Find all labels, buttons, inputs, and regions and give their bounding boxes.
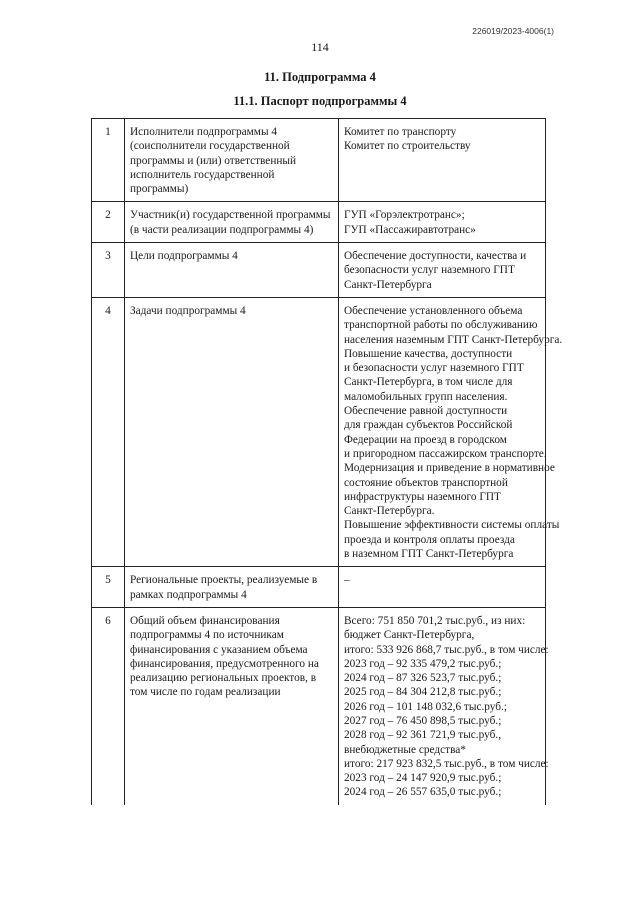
- row-value: [339, 243, 546, 298]
- value-line: итого: 533 926 868,7 тыс.руб., в том числе:: [344, 643, 549, 656]
- table-row: [92, 202, 546, 243]
- row-number: 2: [92, 202, 125, 243]
- value-line: 2026 год – 101 148 032,6 тыс.руб.;: [344, 700, 507, 713]
- value-line: Комитет по транспорту: [344, 126, 457, 138]
- row-number: 1: [92, 119, 125, 202]
- value-line: в наземном ГПТ Санкт-Петербурга: [344, 548, 514, 561]
- table-row: [92, 567, 546, 608]
- value-line: Обеспечение установленного объема: [344, 304, 523, 317]
- page-number: 114: [311, 40, 329, 54]
- row-number: 3: [92, 243, 125, 298]
- value-line: инфраструктуры наземного ГПТ: [344, 490, 501, 503]
- row-number: 6: [92, 607, 125, 804]
- value-line: ГУП «Горэлектротранс»;: [344, 209, 465, 222]
- section-title: 11. Подпрограмма 4: [264, 70, 376, 84]
- passport-table: [91, 118, 563, 805]
- row-number: 4: [92, 297, 125, 566]
- value-line: 2027 год – 76 450 898,5 тыс.руб.;: [344, 714, 502, 727]
- value-line: 2024 год – 87 326 523,7 тыс.руб.;: [344, 672, 502, 685]
- value-line: Санкт-Петербурга.: [344, 505, 435, 518]
- value-line: Повышение эффективности системы оплаты: [344, 519, 560, 532]
- value-line: 2023 год – 24 147 920,9 тыс.руб.;: [344, 772, 502, 785]
- value-line: 2028 год – 92 361 721,9 тыс.руб.,: [344, 729, 502, 742]
- value-line: состояние объектов транспортной: [344, 476, 508, 489]
- value-line: 2023 год – 92 335 479,2 тыс.руб.;: [344, 657, 502, 670]
- row-label: Цели подпрограммы 4: [125, 243, 339, 298]
- value-line: ГУП «Пассажиравтотранс»: [344, 223, 476, 236]
- row-value: [339, 567, 546, 608]
- value-line: проезда и контроля оплаты проезда: [344, 533, 515, 546]
- value-line: и безопасности услуг наземного ГПТ: [344, 362, 524, 375]
- value-line: безопасности услуг наземного ГПТ: [344, 264, 515, 277]
- value-line: Повышение качества, доступности: [344, 347, 513, 360]
- value-line: населения наземным ГПТ Санкт-Петербурга.: [344, 333, 563, 346]
- value-line: внебюджетные средства*: [344, 743, 466, 756]
- value-line: и пригородном пассажирском транспорте.: [344, 447, 547, 460]
- row-label: Общий объем финансирования подпрограммы 4 по источникам финансирования с указанием объема финансирования, предусмотренного на реализацию региональных проектов, в том числе по годам реализации: [125, 607, 339, 804]
- value-line: 2025 год – 84 304 212,8 тыс.руб.;: [344, 686, 502, 699]
- value-line: для граждан субъектов Российской: [344, 419, 513, 432]
- row-label: Участник(и) государственной программы (в части реализации подпрограммы 4): [125, 202, 339, 243]
- value-line: Комитет по строительству: [344, 140, 471, 153]
- value-line: транспортной работы по обслуживанию: [344, 319, 538, 332]
- value-line: итого: 217 923 832,5 тыс.руб., в том числе:: [344, 757, 549, 770]
- row-value: [339, 297, 563, 566]
- section-subtitle: 11.1. Паспорт подпрограммы 4: [233, 94, 407, 108]
- table-row: [92, 119, 546, 202]
- value-line: Всего: 751 850 701,2 тыс.руб., из них:: [344, 614, 526, 627]
- value-line: Санкт-Петербурга: [344, 278, 432, 291]
- row-label: Задачи подпрограммы 4: [125, 297, 339, 566]
- row-value: [339, 607, 549, 804]
- table-row: [92, 607, 546, 804]
- value-line: Обеспечение равной доступности: [344, 405, 508, 418]
- value-line: 2024 год – 26 557 635,0 тыс.руб.;: [344, 786, 502, 799]
- row-value: [339, 202, 546, 243]
- document-id: 226019/2023-4006(1): [472, 26, 554, 36]
- row-label: Региональные проекты, реализуемые в рамках подпрограммы 4: [125, 567, 339, 608]
- row-value: [339, 119, 546, 202]
- value-line: Федерации на проезд в городском: [344, 433, 507, 446]
- value-line: маломобильных групп населения.: [344, 390, 508, 403]
- row-number: 5: [92, 567, 125, 608]
- value-line: Обеспечение доступности, качества и: [344, 250, 527, 263]
- value-line: бюджет Санкт-Петербурга,: [344, 629, 475, 642]
- row-label: Исполнители подпрограммы 4 (соисполнители государственной программы и (или) ответственный исполнитель государственной программы): [125, 119, 339, 202]
- table-row: [92, 297, 546, 566]
- value-line: –: [344, 574, 350, 587]
- table-row: [92, 243, 546, 298]
- value-line: Санкт-Петербурга, в том числе для: [344, 376, 513, 389]
- value-line: Модернизация и приведение в нормативное: [344, 462, 555, 475]
